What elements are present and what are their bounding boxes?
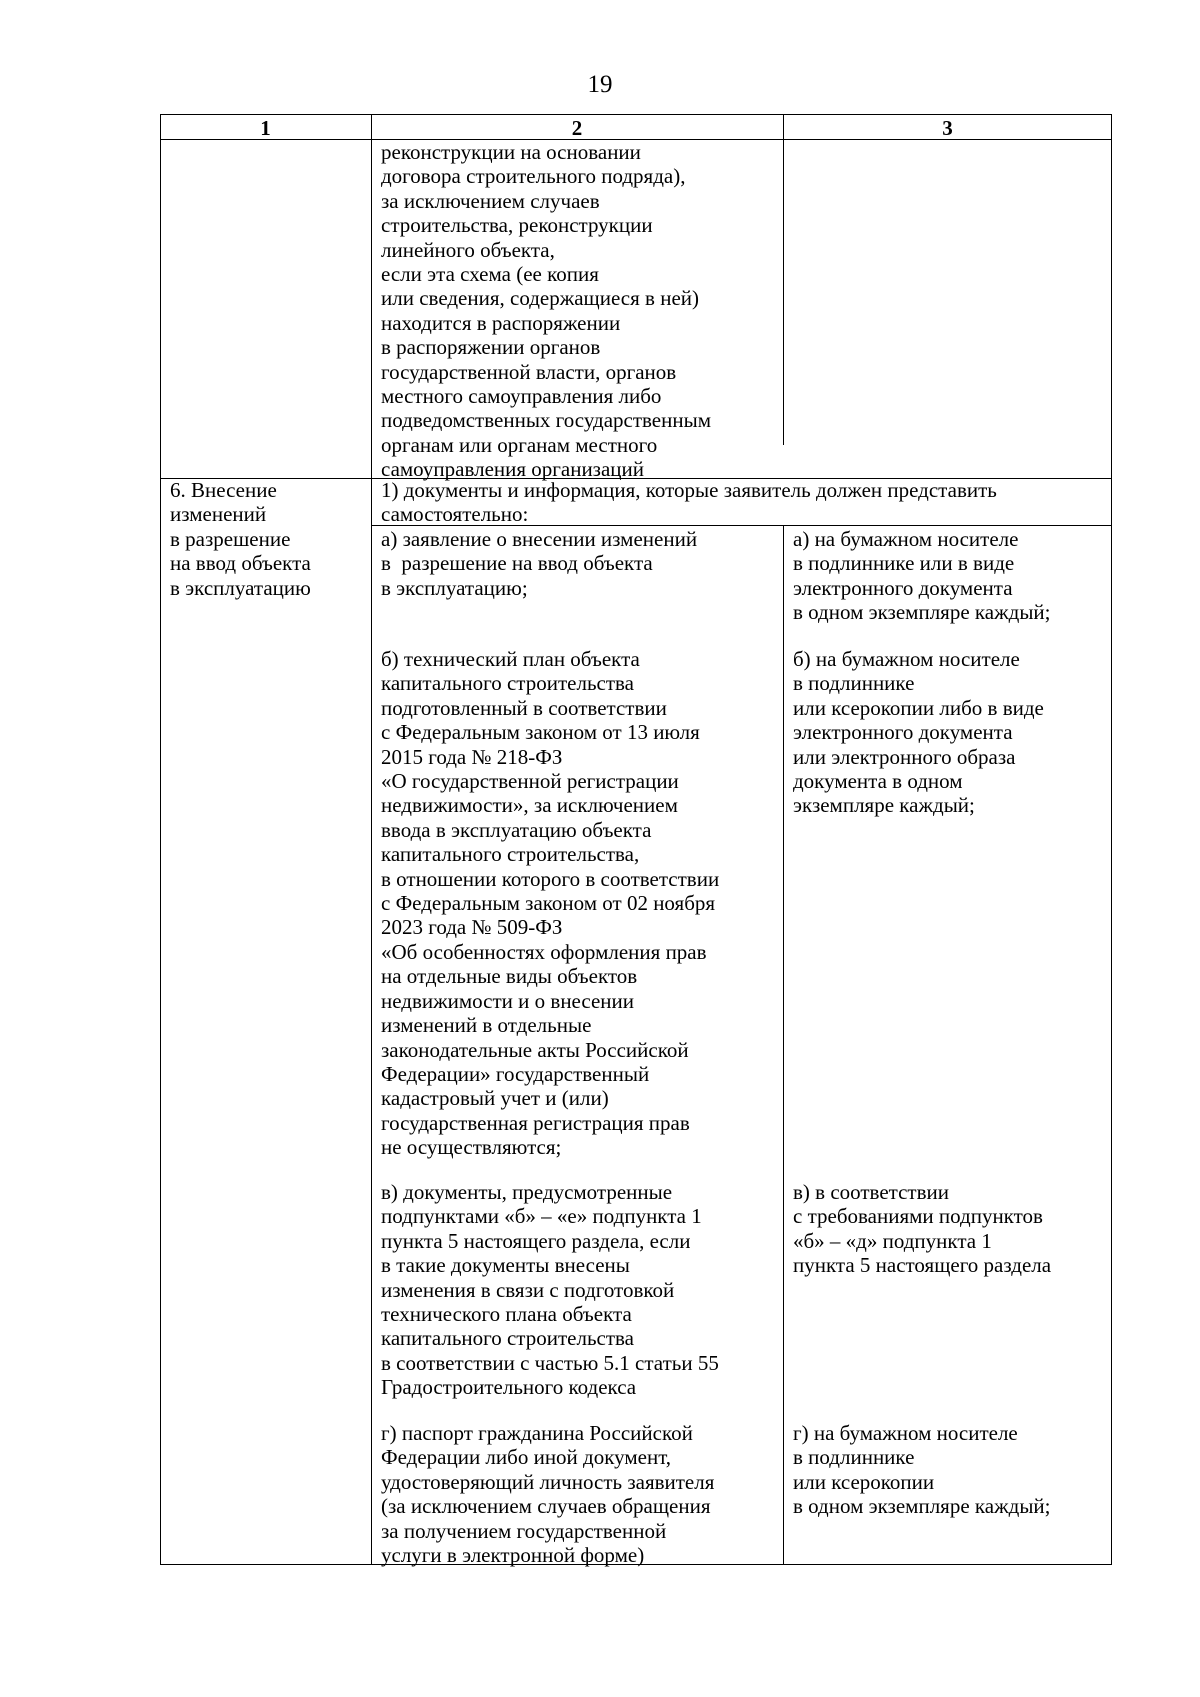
- text-line: если эта схема (ее копия: [381, 262, 599, 287]
- text-line: на отдельные виды объектов: [381, 964, 638, 989]
- text-line: кадастровый учет и (или): [381, 1086, 609, 1111]
- text-line: в разрешение на ввод объекта: [381, 551, 653, 576]
- item-a-document: [381, 527, 697, 600]
- text-line: или электронного образа: [793, 744, 1016, 769]
- item-v-form: [793, 1180, 1051, 1278]
- text-line: б) технический план объекта: [381, 647, 640, 671]
- text-line: изменений в отдельные: [381, 1013, 592, 1038]
- text-line: с Федеральным законом от 13 июля: [381, 720, 700, 745]
- column-header-2: 2: [571, 116, 583, 140]
- text-line: 2015 года № 218-ФЗ: [381, 744, 563, 769]
- text-line: Градостроительного кодекса: [381, 1375, 637, 1400]
- text-line: недвижимости», за исключением: [381, 793, 678, 818]
- text-line: не осуществляются;: [381, 1135, 562, 1160]
- text-line: на ввод объекта: [170, 551, 311, 576]
- text-line: находится в распоряжении: [381, 310, 621, 335]
- text-line: самостоятельно:: [381, 502, 529, 527]
- text-line: пункта 5 настоящего раздела, если: [381, 1228, 691, 1253]
- text-line: г) паспорт гражданина Российской: [381, 1421, 693, 1445]
- text-line: электронного документа: [793, 575, 1013, 600]
- column-divider-2-lower: [783, 525, 784, 1565]
- text-line: недвижимости и о внесении: [381, 988, 635, 1013]
- text-line: ввода в эксплуатацию объекта: [381, 817, 652, 842]
- text-line: государственной власти, органов: [381, 359, 677, 384]
- text-line: капитального строительства,: [381, 842, 640, 867]
- text-line: законодательные акты Российской: [381, 1037, 689, 1062]
- text-line: в подлиннике: [793, 1445, 915, 1470]
- item-b-form: [793, 647, 1044, 818]
- item-a-form: [793, 527, 1051, 625]
- text-line: за получением государственной: [381, 1518, 667, 1543]
- text-line: в отношении которого в соответствии: [381, 866, 720, 891]
- text-line: 1) документы и информация, которые заявитель должен представить: [381, 478, 997, 502]
- text-line: капитального строительства: [381, 1326, 634, 1351]
- text-line: в) в соответствии: [793, 1180, 949, 1204]
- text-line: в разрешение: [170, 526, 291, 551]
- item-g-document: [381, 1421, 714, 1567]
- column-divider-2: [783, 114, 784, 445]
- text-line: или ксерокопии либо в виде: [793, 695, 1044, 720]
- text-line: с требованиями подпунктов: [793, 1204, 1043, 1229]
- continued-requirement-text: [381, 140, 711, 482]
- text-line: подведомственных государственным: [381, 408, 712, 433]
- text-line: строительства, реконструкции: [381, 213, 653, 238]
- text-line: а) на бумажном носителе: [793, 527, 1019, 551]
- text-line: пункта 5 настоящего раздела: [793, 1253, 1052, 1278]
- text-line: Федерации» государственный: [381, 1061, 650, 1086]
- column-divider-1: [371, 114, 372, 1565]
- text-line: в эксплуатацию;: [381, 575, 528, 600]
- text-line: реконструкции на основании: [381, 140, 641, 164]
- page-number: 19: [587, 71, 613, 98]
- text-line: в распоряжении органов: [381, 335, 601, 360]
- text-line: подпунктами «б» – «е» подпункта 1: [381, 1204, 702, 1229]
- text-line: в) документы, предусмотренные: [381, 1180, 673, 1204]
- text-line: договора строительного подряда),: [381, 164, 686, 189]
- text-line: в одном экземпляре каждый;: [793, 600, 1051, 625]
- text-line: а) заявление о внесении изменений: [381, 527, 698, 551]
- text-line: технического плана объекта: [381, 1302, 632, 1327]
- text-line: в подлиннике или в виде: [793, 551, 1015, 576]
- text-line: за исключением случаев: [381, 188, 600, 213]
- text-line: г) на бумажном носителе: [793, 1421, 1018, 1445]
- text-line: с Федеральным законом от 02 ноября: [381, 891, 716, 916]
- text-line: в соответствии с частью 5.1 статьи 55: [381, 1350, 719, 1375]
- text-line: самоуправления организаций: [381, 457, 645, 482]
- text-line: «б» – «д» подпункта 1: [793, 1228, 992, 1253]
- text-line: экземпляре каждый;: [793, 793, 975, 818]
- text-line: линейного объекта,: [381, 237, 555, 262]
- text-line: «О государственной регистрации: [381, 769, 679, 794]
- text-line: местного самоуправления либо: [381, 384, 662, 409]
- item-b-document: [381, 647, 719, 1160]
- text-line: изменений: [170, 502, 267, 527]
- text-line: в подлиннике: [793, 671, 915, 696]
- text-line: «Об особенностях оформления прав: [381, 939, 707, 964]
- text-line: подготовленный в соответствии: [381, 695, 667, 720]
- section-6-title: [170, 478, 311, 600]
- section-6-intro: [381, 478, 997, 527]
- text-line: или ксерокопии: [793, 1469, 935, 1494]
- text-line: в такие документы внесены: [381, 1253, 630, 1278]
- text-line: в эксплуатацию: [170, 575, 311, 600]
- text-line: 2023 года № 509-ФЗ: [381, 915, 563, 940]
- item-v-document: [381, 1180, 719, 1400]
- text-line: документа в одном: [793, 769, 963, 794]
- text-line: капитального строительства: [381, 671, 634, 696]
- text-line: органам или органам местного: [381, 432, 658, 457]
- text-line: удостоверяющий личность заявителя: [381, 1469, 715, 1494]
- text-line: электронного документа: [793, 720, 1013, 745]
- text-line: Федерации либо иной документ,: [381, 1445, 672, 1470]
- text-line: услуги в электронной форме): [381, 1543, 645, 1568]
- column-header-1: 1: [260, 116, 271, 140]
- text-line: или сведения, содержащиеся в ней): [381, 286, 699, 311]
- text-line: (за исключением случаев обращения: [381, 1494, 711, 1519]
- item-g-form: [793, 1421, 1051, 1519]
- text-line: в одном экземпляре каждый;: [793, 1494, 1051, 1519]
- text-line: 6. Внесение: [170, 478, 277, 502]
- text-line: изменения в связи с подготовкой: [381, 1277, 675, 1302]
- text-line: государственная регистрация прав: [381, 1110, 690, 1135]
- column-header-3: 3: [942, 116, 953, 140]
- text-line: б) на бумажном носителе: [793, 647, 1020, 671]
